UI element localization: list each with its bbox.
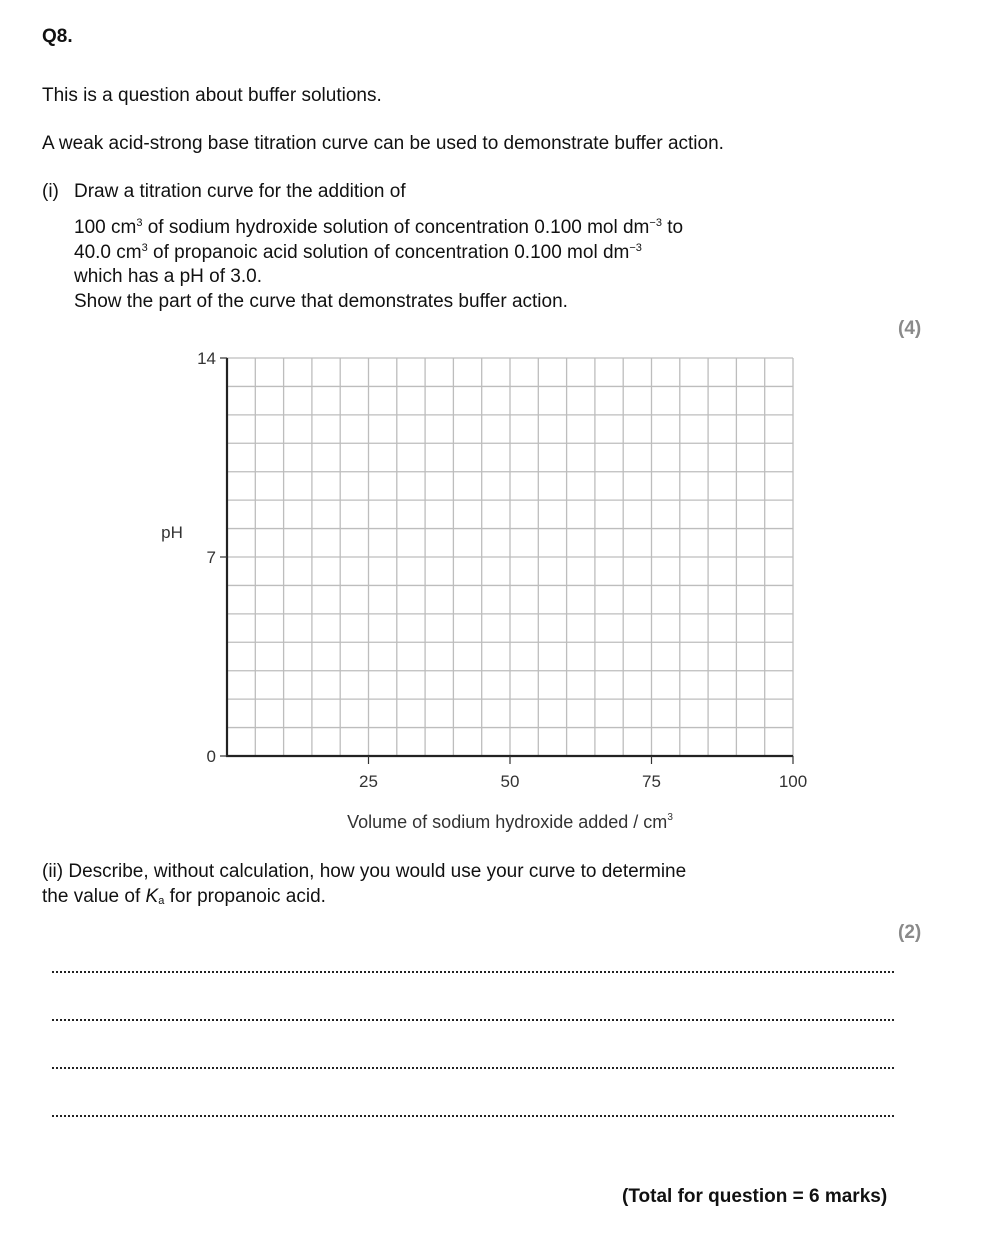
y-ticks — [197, 349, 227, 766]
answer-line[interactable] — [52, 1067, 894, 1069]
part-i-prompt-text: Draw a titration curve for the addition of — [74, 181, 406, 202]
detail-line-1: 100 $cm^3$ of sodium hydroxide solution of concentration 0.100 mol $dm^{-3}$ to — [74, 217, 684, 238]
x-tick-label: 100 — [778, 772, 808, 791]
part-ii-marks: (2) — [898, 922, 922, 943]
question-number: Q8. — [42, 26, 73, 47]
x-tick-label: 75 — [642, 772, 661, 791]
detail-line-2: 40.0 $cm^3$ of propanoic acid solution of concentration 0.100 mol $dm^{-3}$ — [74, 241, 642, 263]
x-axis-label: Volume of sodium hydroxide added / $cm^3$ — [347, 812, 673, 832]
y-tick-label: 7 — [206, 548, 216, 567]
answer-line[interactable] — [52, 1115, 894, 1117]
detail-line-4: Show the part of the curve that demonstrates buffer action. — [74, 290, 568, 312]
y-axis-label: pH — [161, 523, 183, 542]
x-tick-label: 25 — [359, 772, 378, 791]
part-ii-line-2: the value of $K_a$ for propanoic acid. — [42, 885, 326, 907]
part-i-details — [74, 216, 683, 314]
question-intro: This is a question about buffer solutions. — [42, 85, 382, 106]
answer-line[interactable] — [52, 971, 894, 973]
part-i-label: (i) — [42, 181, 59, 202]
y-tick-label: 0 — [206, 747, 216, 766]
detail-line-3: which has a pH of 3.0. — [74, 266, 262, 287]
y-tick-label: 14 — [197, 349, 216, 368]
titration-grid-chart[interactable] — [140, 340, 840, 840]
part-i-prompt — [42, 180, 406, 204]
part-i-marks: (4) — [898, 318, 922, 339]
part-ii-line-1: (ii) Describe, without calculation, how you would use your curve to determine — [42, 861, 687, 882]
question-context: A weak acid-strong base titration curve can be used to demonstrate buffer action. — [42, 133, 724, 154]
answer-line[interactable] — [52, 1019, 894, 1021]
total-marks: (Total for question = 6 marks) — [622, 1186, 888, 1207]
x-tick-label: 50 — [500, 772, 520, 791]
x-ticks — [359, 756, 807, 791]
part-ii-prompt — [42, 860, 686, 909]
